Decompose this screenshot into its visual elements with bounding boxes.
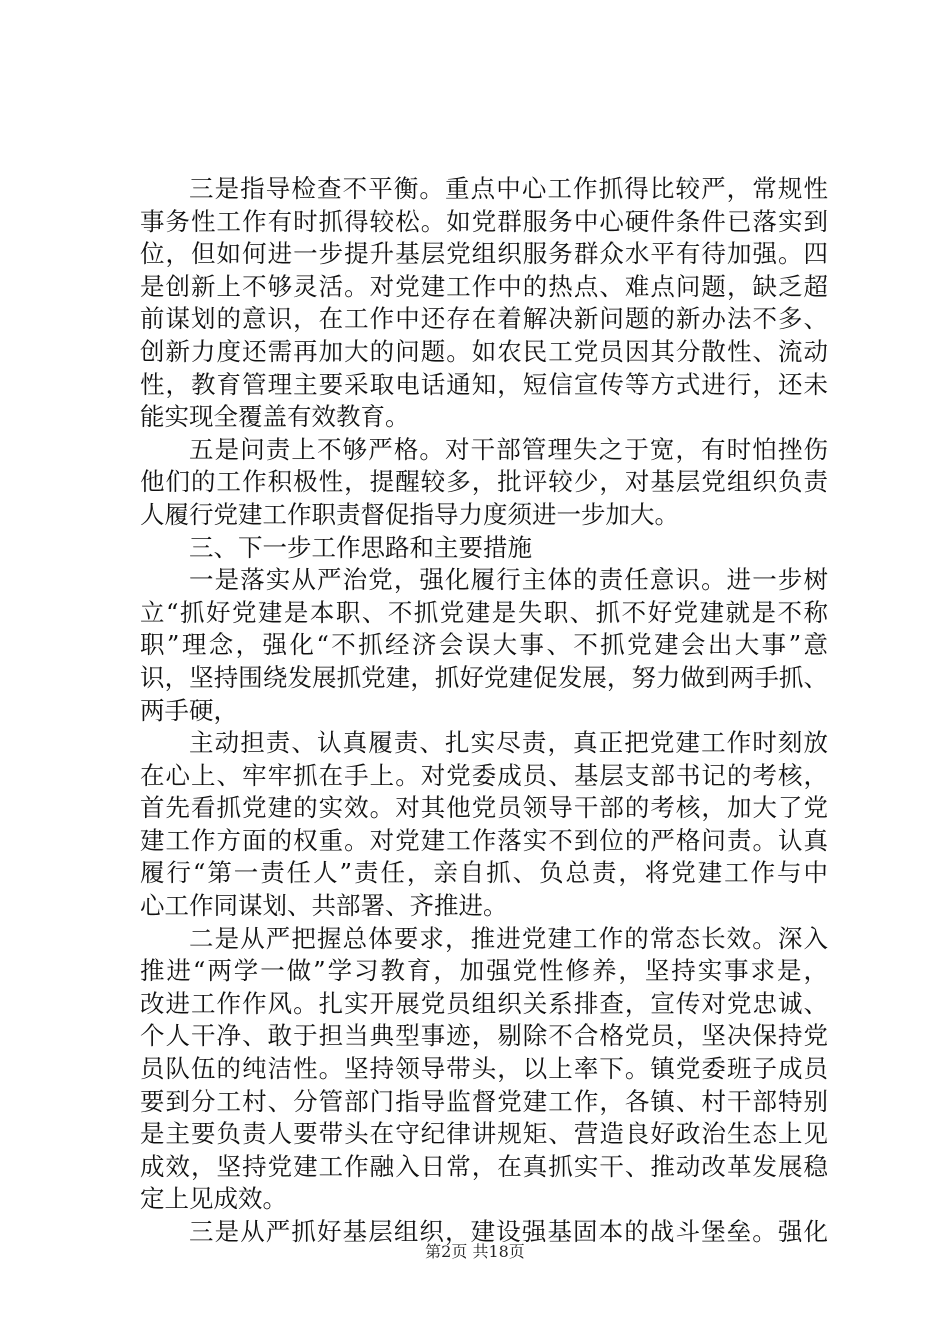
body-line: 推进“两学一做”学习教育，加强党性修养，坚持实事求是， (140, 956, 828, 986)
body-line: 履行“第一责任人”责任，亲自抓、负总责，将党建工作与中 (140, 858, 828, 888)
body-line: 创新力度还需再加大的问题。如农民工党员因其分散性、流动 (140, 336, 828, 366)
body-line: 二是从严把握总体要求，推进党建工作的常态长效。深入 (189, 923, 828, 953)
body-line: 他们的工作积极性，提醒较多，批评较少，对基层党组织负责 (140, 467, 828, 497)
body-line: 是创新上不够灵活。对党建工作中的热点、难点问题，缺乏超 (140, 271, 828, 301)
body-line: 两手硬， (140, 695, 238, 725)
body-line: 五是问责上不够严格。对干部管理失之于宽，有时怕挫伤 (189, 434, 828, 464)
body-line: 职”理念，强化“不抓经济会误大事、不抓党建会出大事”意 (140, 630, 828, 660)
body-line: 建工作方面的权重。对党建工作落实不到位的严格问责。认真 (140, 825, 828, 855)
body-line: 定上见成效。 (140, 1184, 287, 1214)
body-line: 个人干净、敢于担当典型事迹，剔除不合格党员，坚决保持党 (140, 1021, 828, 1051)
body-line: 要到分工村、分管部门指导监督党建工作，各镇、村干部特别 (140, 1086, 828, 1116)
body-line: 主动担责、认真履责、扎实尽责，真正把党建工作时刻放 (189, 728, 828, 758)
body-line: 人履行党建工作职责督促指导力度须进一步加大。 (140, 499, 679, 529)
body-line: 三是从严抓好基层组织，建设强基固本的战斗堡垒。强化 (189, 1217, 828, 1246)
body-line: 员队伍的纯洁性。坚持领导带头，以上率下。镇党委班子成员 (140, 1054, 828, 1084)
body-line: 事务性工作有时抓得较松。如党群服务中心硬件条件已落实到 (140, 206, 828, 236)
body-line: 是主要负责人要带头在守纪律讲规矩、营造良好政治生态上见 (140, 1119, 828, 1149)
page-footer: 第2页 共18页 (425, 1242, 525, 1261)
body-line: 在心上、牢牢抓在手上。对党委成员、基层支部书记的考核， (140, 760, 828, 790)
body-line: 位，但如何进一步提升基层党组织服务群众水平有待加强。四 (140, 239, 828, 269)
body-line: 心工作同谋划、共部署、齐推进。 (140, 891, 508, 921)
body-line: 首先看抓党建的实效。对其他党员领导干部的考核，加大了党 (140, 793, 828, 823)
body-line: 一是落实从严治党，强化履行主体的责任意识。进一步树 (189, 565, 828, 595)
body-line: 前谋划的意识，在工作中还存在着解决新问题的新办法不多、 (140, 304, 828, 334)
body-line: 成效，坚持党建工作融入日常，在真抓实干、推动改革发展稳 (140, 1151, 828, 1181)
body-line: 识，坚持围绕发展抓党建，抓好党建促发展，努力做到两手抓、 (140, 662, 828, 692)
body-line: 能实现全覆盖有效教育。 (140, 402, 410, 432)
body-line: 性，教育管理主要采取电话通知，短信宣传等方式进行，还未 (140, 369, 828, 399)
body-line: 三是指导检查不平衡。重点中心工作抓得比较严，常规性 (189, 174, 828, 203)
document-body (140, 173, 828, 1249)
body-line: 立“抓好党建是本职、不抓党建是失职、抓不好党建就是不称 (140, 597, 828, 627)
body-line: 三、下一步工作思路和主要措施 (189, 532, 532, 562)
body-line: 改进工作作风。扎实开展党员组织关系排查，宣传对党忠诚、 (140, 988, 828, 1018)
